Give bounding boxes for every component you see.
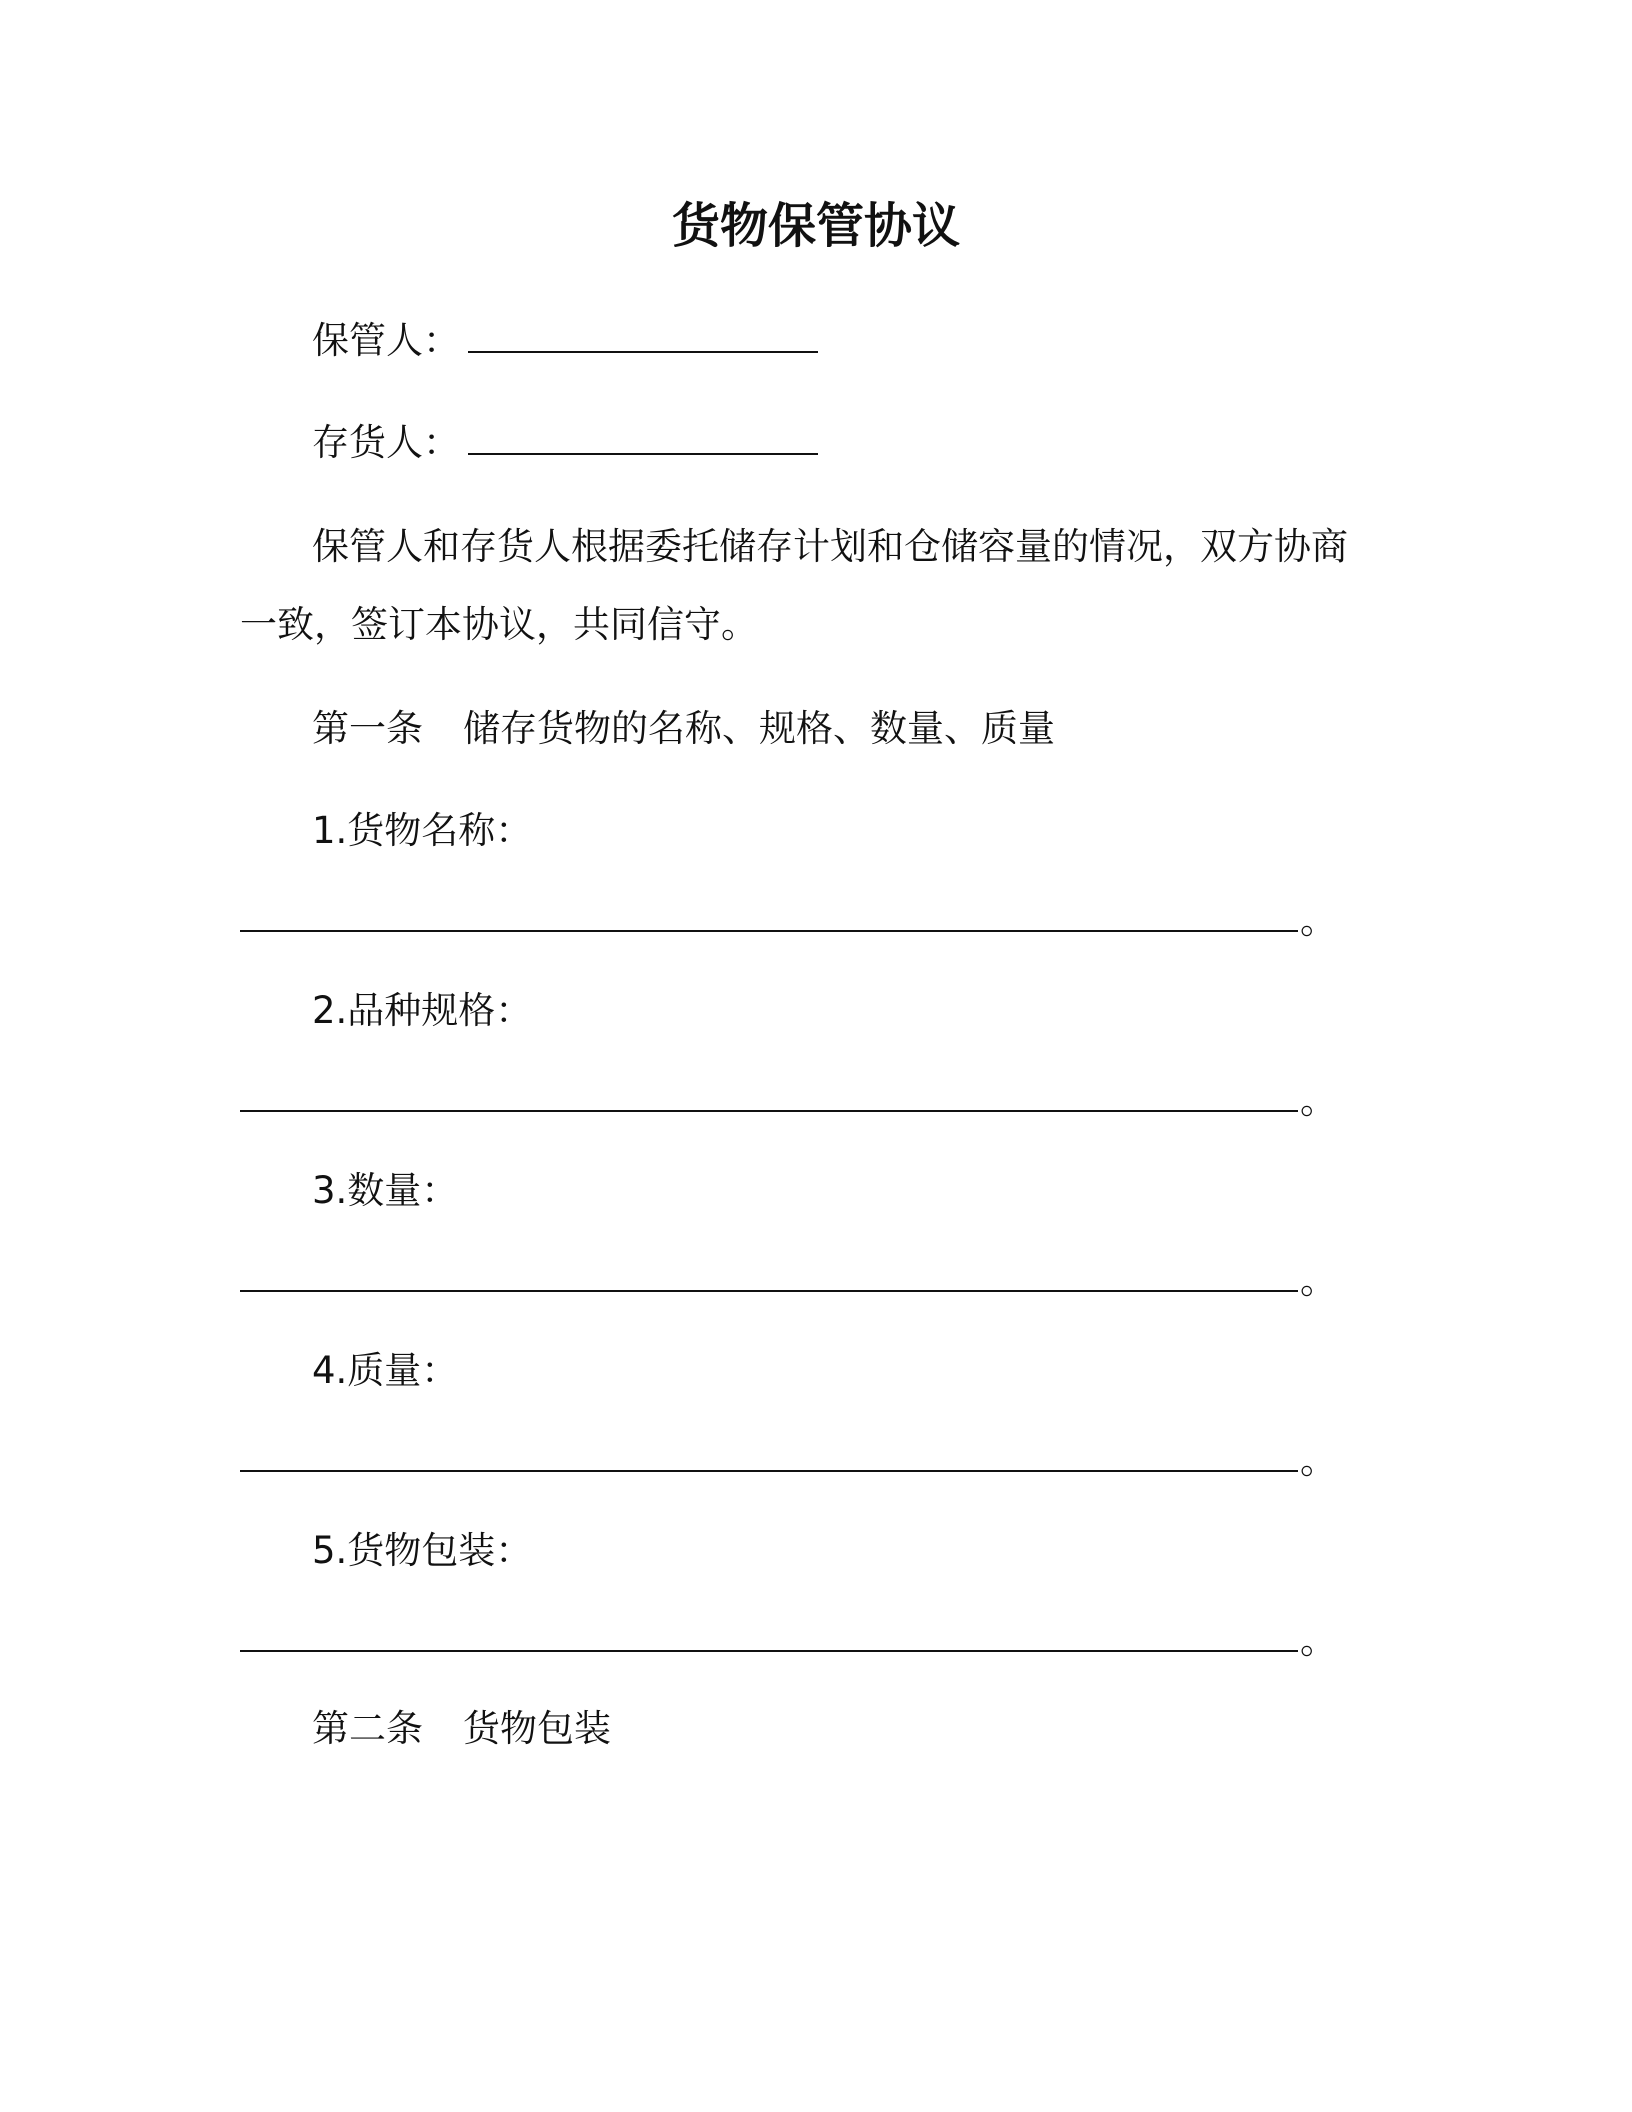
item-5-label: 5.货物包装：	[312, 1529, 533, 1572]
depositor-line	[312, 420, 818, 466]
custodian-line	[312, 318, 818, 364]
item-3-label: 3.数量：	[312, 1169, 459, 1212]
item-2-period: 。	[1300, 1079, 1337, 1122]
item-2-label: 2.品种规格：	[312, 989, 533, 1032]
depositor-blank[interactable]	[468, 423, 818, 455]
item-1-period: 。	[1300, 899, 1337, 942]
item-1-label: 1.货物名称：	[312, 809, 533, 852]
article-1-title: 储存货物的名称、规格、数量、质量	[463, 707, 1055, 750]
item-4-blank[interactable]	[240, 1468, 1298, 1472]
item-4-period: 。	[1300, 1439, 1337, 1482]
article-2-title: 货物包装	[463, 1707, 611, 1750]
document-title: 货物保管协议	[671, 198, 960, 254]
custodian-blank[interactable]	[468, 321, 818, 353]
item-4-label: 4.质量：	[312, 1349, 459, 1392]
intro-line-1: 保管人和存货人根据委托储存计划和仓储容量的情况，双方协商	[312, 525, 1348, 568]
article-1-number: 第一条	[312, 707, 423, 750]
article-2-number: 第二条	[312, 1707, 423, 1750]
item-1-blank[interactable]	[240, 928, 1298, 932]
depositor-label: 存货人：	[312, 421, 460, 464]
intro-line-2: 一致，签订本协议，共同信守。	[240, 603, 758, 646]
article-2-heading	[312, 1706, 611, 1752]
custodian-label: 保管人：	[312, 319, 460, 362]
item-3-period: 。	[1300, 1259, 1337, 1302]
item-2-blank[interactable]	[240, 1108, 1298, 1112]
item-3-blank[interactable]	[240, 1288, 1298, 1292]
item-5-period: 。	[1300, 1619, 1337, 1662]
item-5-blank[interactable]	[240, 1648, 1298, 1652]
article-1-heading	[312, 706, 1055, 752]
